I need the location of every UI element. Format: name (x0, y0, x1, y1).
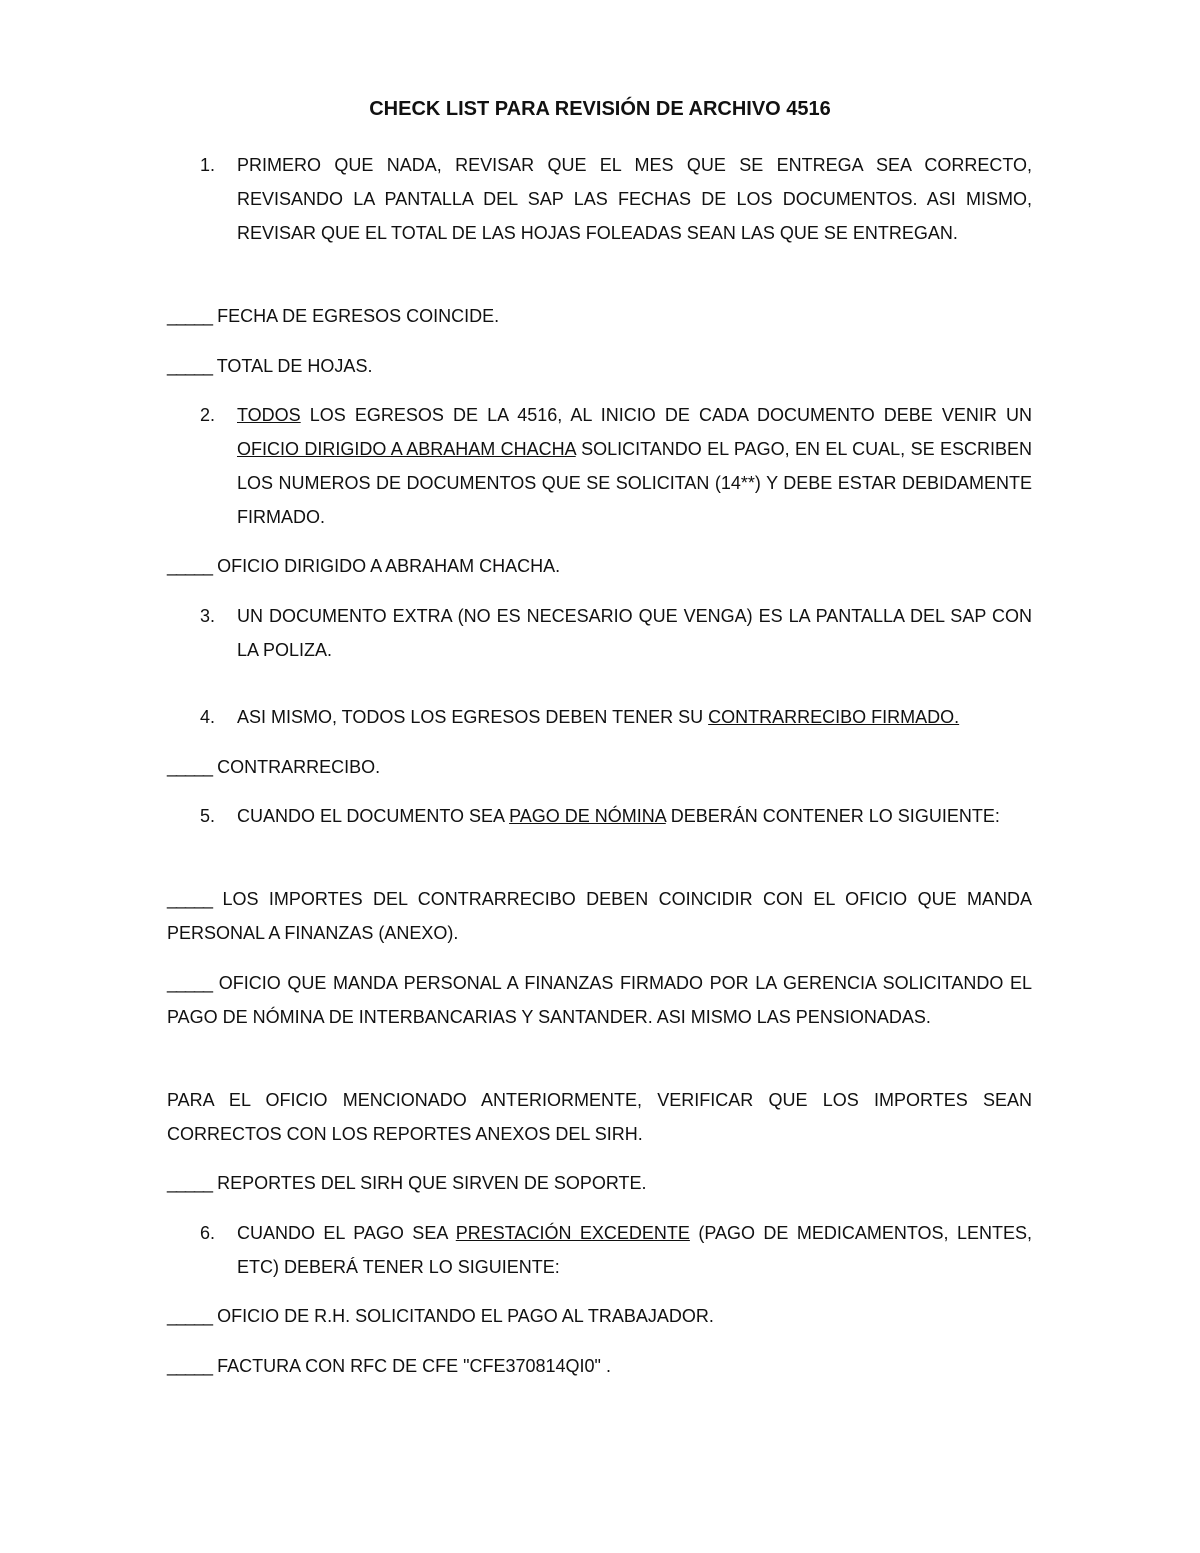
text-run: (PAGO DE MEDICAMENTOS, LENTES, ETC) DEBERÁ TENER LO SIGUIENTE: (237, 1223, 1032, 1277)
check-text: TOTAL DE HOJAS. (216, 356, 373, 376)
text-run: ASI MISMO, TODOS LOS EGRESOS DEBEN TENER SU (237, 707, 709, 727)
list-number: 4. (200, 707, 216, 727)
check-text: OFICIO DIRIGIDO A ABRAHAM CHACHA. (217, 556, 561, 576)
check-oficio-personal (167, 966, 1032, 1034)
list-item-text: PRIMERO QUE NADA, REVISAR QUE EL MES QUE SE ENTREGA SEA CORRECTO, REVISANDO LA PANTALLA DEL SAP LAS FECHAS DE LOS DOCUMENTOS. ASI MISMO, REVISAR QUE EL TOTAL DE LAS HOJAS FOLEADAS SEAN LAS QUE SE ENTREGAN. (237, 155, 1032, 243)
blank-line: _____ (167, 973, 213, 993)
list-number: 5. (200, 806, 216, 826)
check-text: FECHA DE EGRESOS COINCIDE. (217, 306, 500, 326)
check-contrarrecibo (167, 750, 1032, 784)
text-run: CUANDO EL DOCUMENTO SEA (237, 806, 510, 826)
check-hojas (167, 349, 1032, 383)
check-oficio-rh (167, 1299, 1032, 1333)
list-number: 3. (200, 606, 216, 626)
underlined-text: PRESTACIÓN EXCEDENTE (455, 1223, 690, 1243)
check-text: REPORTES DEL SIRH QUE SIRVEN DE SOPORTE. (217, 1173, 647, 1193)
underlined-text: CONTRARRECIBO FIRMADO. (708, 707, 960, 727)
text-run: LOS EGRESOS DE LA 4516, AL INICIO DE CADA DOCUMENTO DEBE VENIR UN (300, 405, 1032, 425)
check-text: FACTURA CON RFC DE CFE "CFE370814QI0" . (217, 1356, 611, 1376)
list-item-text (237, 1216, 1032, 1284)
list-number: 2. (200, 405, 216, 425)
blank-line: _____ (167, 1173, 213, 1193)
list-number: 6. (200, 1223, 216, 1243)
list-item-1 (200, 148, 1032, 250)
check-text: OFICIO DE R.H. SOLICITANDO EL PAGO AL TRABAJADOR. (217, 1306, 714, 1326)
blank-line: _____ (167, 556, 213, 576)
blank-line: _____ (167, 889, 213, 909)
blank-line: _____ (167, 1306, 213, 1326)
list-item-text: UN DOCUMENTO EXTRA (NO ES NECESARIO QUE VENGA) ES LA PANTALLA DEL SAP CON LA POLIZA. (237, 606, 1032, 660)
text-run: CUANDO EL PAGO SEA (237, 1223, 456, 1243)
list-item-3 (200, 599, 1032, 667)
list-item-text (237, 398, 1032, 534)
list-item-2 (200, 398, 1032, 534)
check-text: CONTRARRECIBO. (217, 757, 381, 777)
blank-line: _____ (167, 757, 213, 777)
document-title: CHECK LIST PARA REVISIÓN DE ARCHIVO 4516 (369, 98, 831, 120)
text-run: SOLICITANDO EL PAGO, EN EL CUAL, SE ESCRIBEN LOS NUMEROS DE DOCUMENTOS QUE SE SOLICITAN (14**) Y DEBE ESTAR DEBIDAMENTE FIRMADO. (237, 439, 1033, 527)
blank-line: _____ (167, 1356, 213, 1376)
underlined-text: OFICIO DIRIGIDO A ABRAHAM CHACHA (237, 439, 576, 459)
blank-line: _____ (167, 306, 213, 326)
list-item-text (237, 799, 1032, 833)
blank-line: _____ (167, 356, 213, 376)
check-text: OFICIO QUE MANDA PERSONAL A FINANZAS FIRMADO POR LA GERENCIA SOLICITANDO EL PAGO DE NÓMINA DE INTERBANCARIAS Y SANTANDER. ASI MISMO LAS PENSIONADAS. (167, 973, 1032, 1027)
list-item-5 (200, 799, 1032, 833)
check-factura (167, 1349, 1032, 1383)
list-number: 1. (200, 155, 216, 175)
text-run: DEBERÁN CONTENER LO SIGUIENTE: (665, 806, 1000, 826)
list-item-text (237, 700, 1032, 734)
check-fecha (167, 299, 1032, 333)
underlined-text: PAGO DE NÓMINA (509, 806, 666, 826)
list-item-4 (200, 700, 1032, 734)
underlined-text: TODOS (237, 405, 301, 425)
list-item-6 (200, 1216, 1032, 1284)
check-text: LOS IMPORTES DEL CONTRARRECIBO DEBEN COINCIDIR CON EL OFICIO QUE MANDA PERSONAL A FINANZAS (ANEXO). (167, 889, 1032, 943)
check-importes (167, 882, 1032, 950)
check-oficio (167, 549, 1032, 583)
note-paragraph: PARA EL OFICIO MENCIONADO ANTERIORMENTE, VERIFICAR QUE LOS IMPORTES SEAN CORRECTOS CON LOS REPORTES ANEXOS DEL SIRH. (167, 1090, 1032, 1144)
check-reportes (167, 1166, 1032, 1200)
